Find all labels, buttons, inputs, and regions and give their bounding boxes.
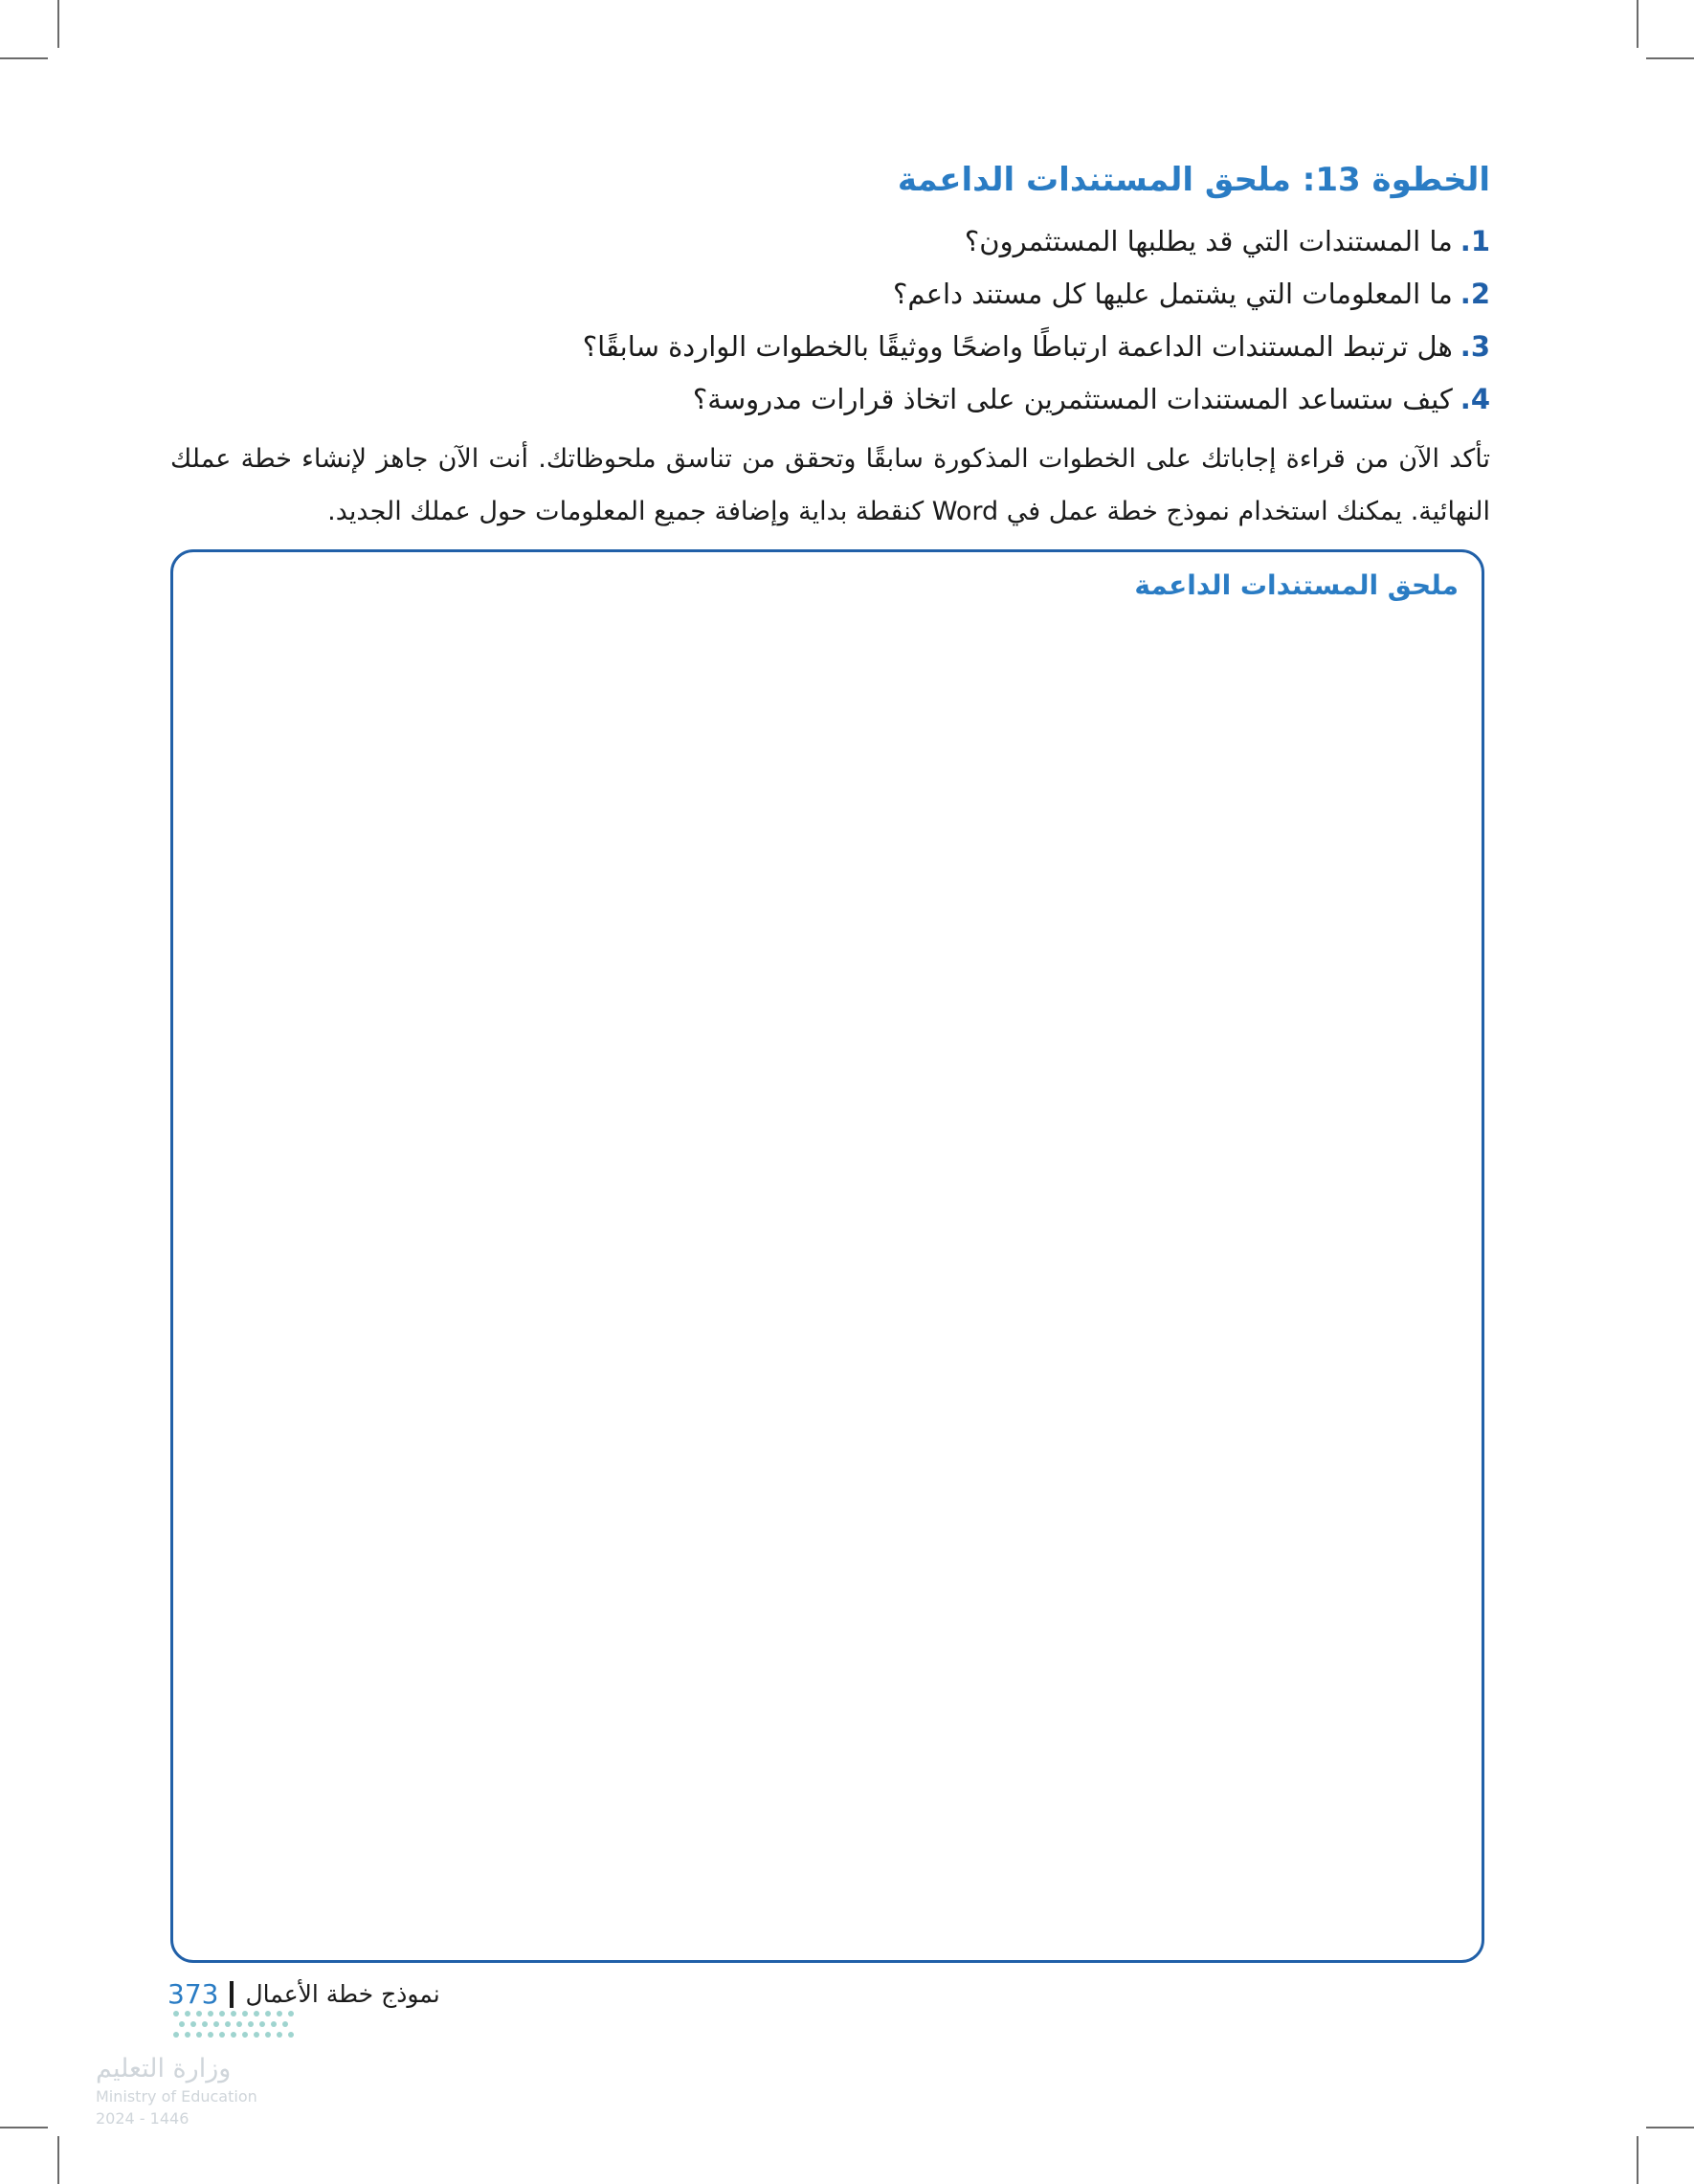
question-number: 1. xyxy=(1460,225,1490,257)
question-text: كيف ستساعد المستندات المستثمرين على اتخاذ قرارات مدروسة؟ xyxy=(692,383,1453,415)
question-item xyxy=(693,380,1490,418)
page-number: 373 xyxy=(167,1978,219,2010)
page-footer xyxy=(167,1978,440,2010)
crop-mark xyxy=(1637,0,1638,48)
crop-mark xyxy=(1646,57,1694,59)
question-number: 2. xyxy=(1460,278,1490,310)
footer-separator xyxy=(230,1981,234,2008)
question-text: ما المعلومات التي يشتمل عليها كل مستند داعم؟ xyxy=(893,278,1453,310)
question-text: ما المستندات التي قد يطلبها المستثمرون؟ xyxy=(964,225,1453,257)
crop-mark xyxy=(57,0,59,48)
question-item xyxy=(965,222,1490,260)
book-title: نموذج خطة الأعمال xyxy=(245,1980,440,2008)
watermark-arabic: وزارة التعليم xyxy=(96,2054,232,2084)
crop-mark xyxy=(1637,2136,1638,2184)
ministry-watermark xyxy=(96,2054,257,2128)
crop-mark xyxy=(1646,2127,1694,2128)
dot-pattern-icon xyxy=(170,2008,314,2040)
instructions-paragraph: تأكد الآن من قراءة إجاباتك على الخطوات المذكورة سابقًا وتحقق من تناسق ملحوظاتك. أنت الآن جاهز لإنشاء خطة عملك النهائية. يمكنك استخدام نموذج خطة عمل في Word كنقطة بداية وإضافة جميع المعلومات حول عملك الجديد. xyxy=(170,444,1490,526)
appendix-frame xyxy=(170,549,1484,1963)
crop-mark xyxy=(0,2127,48,2128)
watermark-year: 2024 - 1446 xyxy=(96,2109,189,2128)
frame-title: ملحق المستندات الداعمة xyxy=(1134,569,1459,601)
question-number: 4. xyxy=(1460,383,1490,415)
crop-mark xyxy=(57,2136,59,2184)
question-item xyxy=(583,327,1490,366)
question-text: هل ترتبط المستندات الداعمة ارتباطًا واضحًا ووثيقًا بالخطوات الواردة سابقًا؟ xyxy=(582,330,1453,363)
crop-mark xyxy=(0,57,48,59)
step-title: الخطوة 13: ملحق المستندات الداعمة xyxy=(897,161,1490,199)
question-item xyxy=(893,275,1490,313)
watermark-english: Ministry of Education xyxy=(96,2087,257,2106)
question-number: 3. xyxy=(1460,330,1490,363)
